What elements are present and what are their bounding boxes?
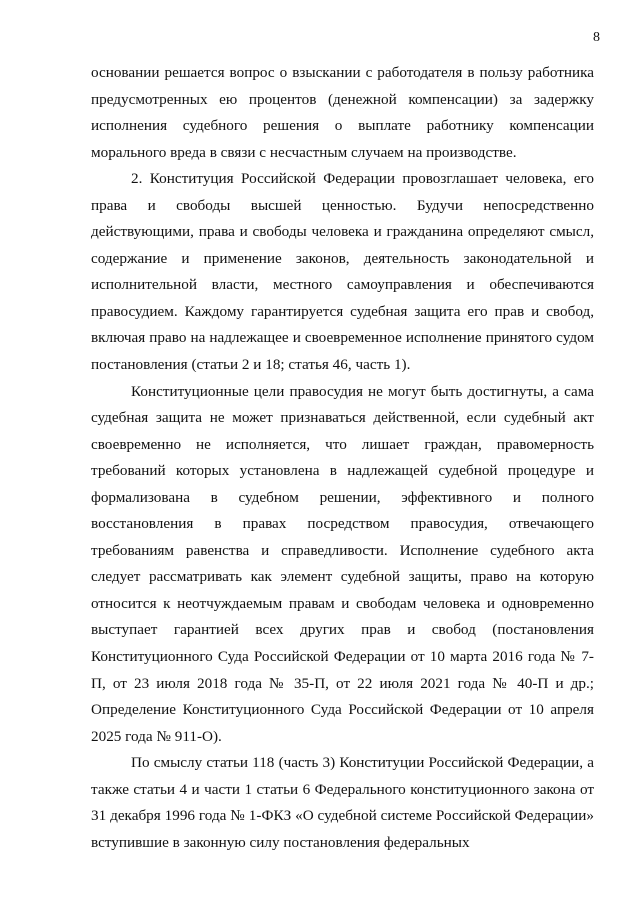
page-number: 8 xyxy=(593,30,600,45)
paragraph-constitution-rights: 2. Конституция Российской Федерации провозглашает человека, его права и свободы высшей ценностью. Будучи непосредственно действующими, права и свободы человека и гражданина определяют смысл, содержание и применение законов, деятельность законодательной и исполнительной власти, местного самоуправления и обеспечиваются правосудием. Каждому гарантируется судебная защита его прав и свобод, включая право на надлежащее и своевременное исполнение принятого судом постановления (статьи 2 и 18; статья 46, часть 1). xyxy=(91,170,594,374)
paragraph-article-118: По смыслу статьи 118 (часть 3) Конституции Российской Федерации, а также статьи 4 и части 1 статьи 6 Федерального конституционного закона от 31 декабря 1996 года № 1-ФКЗ «О судебной системе Российской Федерации» вступившие в законную силу постановления федеральных xyxy=(91,754,594,851)
document-body xyxy=(91,60,594,856)
paragraph-constitutional-goals: Конституционные цели правосудия не могут быть достигнуты, а сама судебная защита не может признаваться действенной, если судебный акт своевременно не исполняется, что лишает граждан, правомерность требований которых установлена в надлежащей судебной процедуре и формализована в судебном решении, эффективного и полного восстановления в правах посредством правосудия, отвечающего требованиям равенства и справедливости. Исполнение судебного акта следует рассматривать как элемент судебной защиты, право на которую относится к неотчуждаемым правам и свободам человека и одновременно выступает гарантией всех других прав и свобод (постановления Конституционного Суда Российской Федерации от 10 марта 2016 года № 7-П, от 23 июля 2018 года № 35-П, от 22 июля 2021 года № 40-П и др.; Определение Конституционного Суда Российской Федерации от 10 апреля 2025 года № 911-О). xyxy=(91,382,594,745)
paragraph-continuation: основании решается вопрос о взыскании с работодателя в пользу работника предусмотренных ею процентов (денежной компенсации) за задержку исполнения судебного решения о выплате работнику компенсации морального вреда в связи с несчастным случаем на производстве. xyxy=(91,64,594,161)
